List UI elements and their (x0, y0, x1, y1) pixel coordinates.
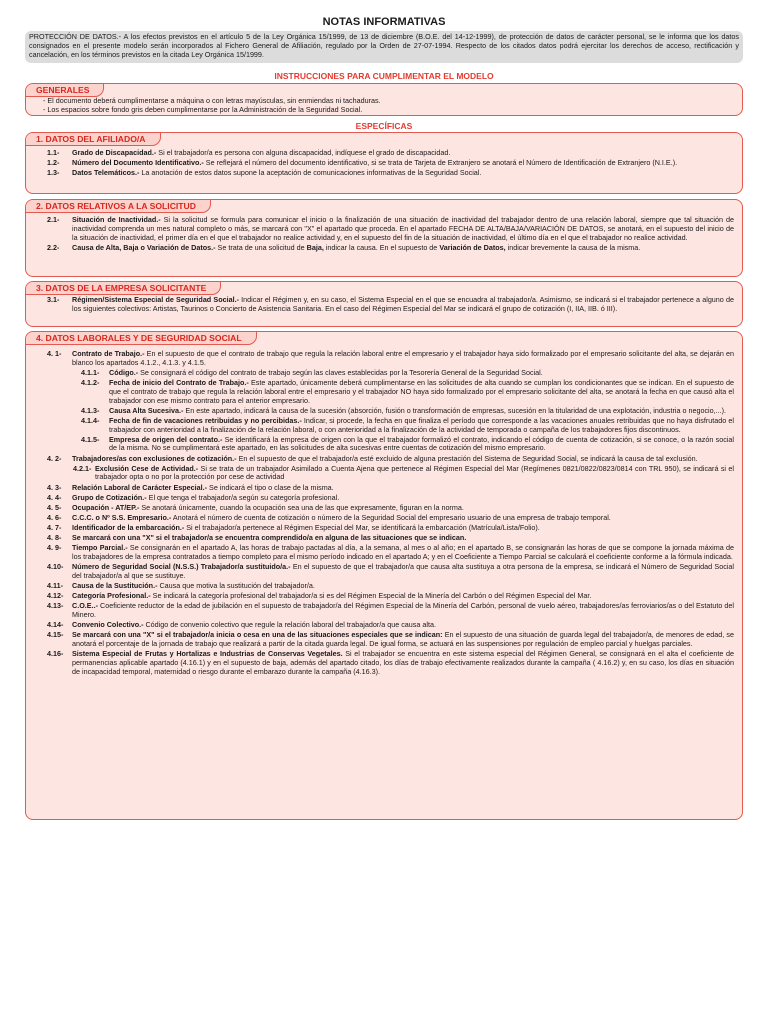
item-number: 4. 6- (47, 512, 62, 522)
item-text: Si el trabajador/a es persona con alguna discapacidad, indíquese el grado de discapacidad. (156, 148, 451, 157)
item-label: Número de Seguridad Social (N.S.S.) Trabajador/a sustituido/a.- (72, 561, 291, 571)
item-label: Empresa de origen del contrato.- (109, 434, 223, 444)
item-number: 4.13- (47, 601, 64, 611)
item-label: Categoría Profesional.- (72, 590, 151, 600)
item-text: indicar la causa. En el supuesto de (323, 242, 440, 252)
item-label: Número del Documento Identificativo.- (72, 158, 204, 168)
instructions-heading: INSTRUCCIONES PARA CUMPLIMENTAR EL MODELO (274, 71, 494, 81)
item-label: Convenio Colectivo.- (72, 619, 144, 629)
sub-item (47, 407, 734, 416)
item-number: 4. 2- (47, 453, 62, 463)
list-item (47, 534, 734, 543)
item-number: 4.2.1- (73, 463, 92, 473)
sub-item (47, 379, 734, 405)
item-text: indicar brevemente la causa de la misma. (505, 242, 641, 252)
item-number: 1.2- (47, 158, 60, 168)
item-number: 4.10- (47, 561, 64, 571)
item-text: Si la solicitud se formula para comunicar el inicio o la finalización de una situación de inactividad del trabajador dentro de una relación laboral, siempre que tal situación de inactividad comprenda un mes natural completo o más, se marcará con "X" el apartado que proceda. En el apartado FECHA DE ALTA/BAJA/VARIACIÓN DE DATOS, se anotará, en el supuesto del inicio de la situación de inactividad, el primer día en el que el trabajador no realice actividad y, en el supuesto del fin de la situación de inactividad, el último día en el que el trabajador no realice actividad. (72, 215, 734, 242)
section-tab-3: 3. DATOS DE LA EMPRESA SOLICITANTE (25, 281, 221, 295)
sub-item (47, 369, 734, 378)
item-label: Contrato de Trabajo.- (72, 349, 145, 358)
item-text: El que tenga el trabajador/a según su categoría profesional. (146, 492, 340, 502)
item-text: Anotará el número de cuenta de cotización o número de la Seguridad Social del empresario usuario de una empresa de trabajo temporal. (171, 512, 611, 522)
item-number: 4.15- (47, 630, 64, 640)
item-label: Sistema Especial de Frutas y Hortalizas e Industrias de Conservas Vegetales. (72, 648, 343, 658)
list-item (47, 494, 734, 503)
item-number: 2.2- (47, 242, 60, 252)
page-title: NOTAS INFORMATIVAS (322, 16, 446, 28)
generales-section (25, 83, 743, 116)
item-label: Exclusión Cese de Actividad.- (95, 463, 199, 473)
list-item (47, 149, 734, 158)
item-label: Datos Telemáticos.- (72, 168, 140, 178)
list-item (47, 296, 734, 314)
list-item (47, 484, 734, 493)
item-text: Se consignarán en el apartado A, las horas de trabajo pactadas al día, a la semana, al mes o al año; en el apartado B, se consignarán las horas de que se compone la jornada máxima de los trabajadores de la empresa contratados a tiempo completo para el mismo período indicado en el apartado A; y en el Coeficiente a Tiempo Parcial se calculará el coeficiente conforme a la fórmula indicada. (72, 543, 734, 561)
item-label: Causa Alta Sucesiva.- (109, 405, 184, 415)
item-number: 4. 7- (47, 522, 62, 532)
item-number: 4. 3- (47, 482, 62, 492)
item-text: En este apartado, indicará la causa de la sucesión (absorción, fusión o transformación de empresas, sucesión en la titularidad de una explotación, industria o negocio,...). (183, 405, 727, 415)
item-number: 2.1- (47, 215, 60, 224)
item-text: En el supuesto de que el trabajador/a que causa alta sustituya a otra persona de la empresa, se indicará el Número de Seguridad Social del trabajador/a al que se sustituye. (72, 561, 734, 580)
item-text: Código de convenio colectivo que regule la relación laboral del trabajador/a que causa alta. (143, 619, 436, 629)
section-tab-1: 1. DATOS DEL AFILIADO/A (25, 132, 161, 146)
list-item (47, 514, 734, 523)
item-text: Indicar, si procede, la fecha en que finaliza el período que corresponde a las vacaciones anuales retribuidas que no haya disfrutado el trabajador con anterioridad a la finalización de la relación laboral, o con anterioridad a la finalización de la actividad de temporada o campaña de los trabajadores fijos discontinuos. (109, 415, 734, 434)
item-number: 4.11- (47, 580, 63, 590)
item-label: Relación Laboral de Carácter Especial.- (72, 482, 208, 492)
section-tab-generales: GENERALES (25, 83, 104, 97)
item-text: Causa que motiva la sustitución del trabajador/a. (157, 580, 315, 590)
item-number: 3.1- (47, 295, 60, 304)
list-item (47, 455, 734, 464)
item-text: Este apartado, únicamente deberá cumplimentarse en las solicitudes de alta cuando se cumplan los condicionantes que se indican. En el supuesto de que el contrato de trabajo que regula la relación laboral entre el empresario y el trabajador NO haya sido formalizado por el empresario solicitante del alta, se anotará la fecha en que causó alta el trabajador con ese mismo contrato para el anterior empresario. (109, 377, 734, 405)
section-2-solicitud (25, 199, 743, 277)
item-label: Situación de Inactividad.- (72, 215, 161, 224)
list-item (47, 159, 734, 168)
item-label: Fecha de inicio del Contrato de Trabajo.- (109, 377, 249, 387)
generales-line: - El documento deberá cumplimentarse a máquina o con letras mayúsculas, sin enmiendas ni tachaduras. (43, 96, 381, 105)
item-text: Se consignará el código del contrato de trabajo según las claves establecidas por la Tesorería General de la Seguridad Social. (138, 367, 543, 377)
item-number: 4.1.4- (81, 415, 100, 425)
list-item (47, 582, 734, 591)
section-1-afiliado (25, 132, 743, 194)
item-text: La anotación de estos datos supone la aceptación de comunicaciones informativas de la Seguridad Social. (139, 168, 482, 178)
item-text: Se anotará únicamente, cuando la ocupación sea una de las que expresamente, figuran en la norma. (139, 502, 464, 512)
item-label: Causa de la Sustitución.- (72, 580, 158, 590)
list-item (47, 592, 734, 601)
item-number: 4.12- (47, 590, 64, 600)
item-text: Se indicará la categoría profesional del trabajador/a si es del Régimen Especial de la Minería del Carbón o del Régimen Especial del Mar. (150, 590, 592, 600)
item-label: C.C.C. o Nº S.S. Empresario.- (72, 512, 172, 522)
item-text: En el supuesto de que el contrato de trabajo que regula la relación laboral entre el empresario y el trabajador haya sido formalizado por el empresario solicitante del alta, se dejarán en blanco los apartados 4.1.2., 4.1.3. y 4.1.5. (72, 349, 734, 367)
item-label: Causa de Alta, Baja o Variación de Datos.- (72, 242, 216, 252)
list-item (47, 504, 734, 513)
item-text: Si el trabajador/a pertenece al Régimen Especial del Mar, se identificará la embarcación (Matrícula/Lista/Folio). (184, 522, 540, 532)
item-number: 1.3- (47, 168, 60, 178)
item-label: Se marcará con una "X" si el trabajador/a inicia o cesa en una de las situaciones especiales que se indican: (72, 630, 443, 640)
item-label: Variación de Datos, (439, 242, 506, 252)
list-item (47, 602, 734, 620)
item-text: Se trata de una solicitud de (215, 242, 307, 252)
item-number: 4. 1- (47, 349, 62, 358)
item-text: En el supuesto de una situación de guarda legal del trabajador/a, de menores de edad, se anotará el porcentaje de la jornada de trabajo que realizará a partir de la citada guarda legal. De igual forma, se actuará en las suspensiones por regulación de empleo parcial y huelgas parciales. (72, 630, 734, 648)
list-item (47, 650, 734, 676)
item-text: Si el trabajador se encuentra en este sistema especial del Régimen General, se consignará en el alta el coeficiente de permanencias aplicable apartado (4.16.1) y en el supuesto de baja, además del apartado citado, los días de trabajo efectivamente realizados durante la campaña ( 4.16.2) y, en su caso, los días en situación de incapacidad temporal, maternidad o riesgo durante el embarazo durante la campaña (4.16.3). (72, 648, 734, 676)
item-number: 1.1- (47, 148, 60, 157)
item-label: Baja, (306, 242, 324, 252)
item-label: Se marcará con una "X" si el trabajador/a se encuentra comprendido/a en alguna de las situaciones que se indican. (72, 533, 467, 542)
item-text: Si se trata de un trabajador Asimilado a Cuenta Ajena que pertenece al Régimen Especial del Mar (Regímenes 0821/0822/0823/0814 con TRL 950), se indicará si el trabajador opta o no por la protección por cese de actividad (95, 463, 734, 482)
item-label: Fecha de fin de vacaciones retribuidas y no percibidas.- (109, 415, 302, 425)
item-text: Se identificará la empresa de origen con la que el trabajador formalizó el contrato, indicando el código de cuenta de cotización, si se conoce, o la razón social de la misma. No se cumplimentará este apartado, en las solicitudes de alta sucesivas entre cuentas de cotización del mismo empresario. (109, 434, 735, 453)
sub-item (47, 465, 734, 483)
item-number: 4. 8- (47, 533, 62, 542)
list-item (47, 169, 734, 178)
item-number: 4.1.1- (81, 367, 100, 377)
list-item (47, 244, 734, 253)
list-item (47, 621, 734, 630)
item-number: 4.14- (47, 619, 64, 629)
generales-line: - Los espacios sobre fondo gris deben cumplimentarse por la Administración de la Seguridad Social. (43, 104, 363, 114)
list-item (47, 544, 734, 562)
list-item (47, 350, 734, 368)
item-text: Se indicará el tipo o clase de la misma. (207, 482, 334, 492)
item-label: Código.- (109, 367, 139, 377)
item-label: Ocupación - AT/EP.- (72, 502, 140, 512)
sub-item (47, 417, 734, 435)
item-text: Coeficiente reductor de la edad de jubilación en el supuesto de trabajador/a del Régimen Especial de la Minería del Carbón, personal de vuelo aéreo, trabajadores/as ferroviarios/as o del Estatuto del Minero. (72, 601, 734, 619)
item-label: Trabajadores/as con exclusiones de cotización.- (72, 453, 237, 463)
especificas-heading: ESPECÍFICAS (355, 121, 413, 131)
item-number: 4.16- (47, 648, 64, 658)
section-tab-2: 2. DATOS RELATIVOS A LA SOLICITUD (25, 199, 211, 213)
item-number: 4.1.3- (81, 405, 100, 415)
item-label: Grado de Discapacidad.- (72, 148, 157, 157)
item-label: Régimen/Sistema Especial de Seguridad Social.- (72, 295, 239, 304)
item-number: 4. 4- (47, 492, 62, 502)
item-number: 4.1.2- (81, 377, 100, 387)
item-label: Grupo de Cotización.- (72, 492, 147, 502)
item-number: 4. 9- (47, 543, 62, 553)
item-label: Tiempo Parcial.- (72, 543, 128, 553)
item-label: C.O.E..- (72, 601, 98, 611)
item-number: 4. 5- (47, 502, 62, 512)
section-3-empresa (25, 281, 743, 327)
sub-item (47, 436, 734, 454)
section-4-laborales (25, 331, 743, 820)
list-item (47, 631, 734, 649)
item-text: Se reflejará el número del documento identificativo, si se trata de Tarjeta de Extranjero se anotará el Número de Identificación de Extranjero (N.I.E.). (203, 158, 678, 168)
item-label: Identificador de la embarcación.- (72, 522, 185, 532)
item-text: En el supuesto de que el trabajador/a esté excluido de alguna prestación del Sistema de Seguridad Social, se indicará la causa de tal exclusión. (236, 453, 698, 463)
item-number: 4.1.5- (81, 434, 100, 444)
list-item (47, 563, 734, 581)
section-tab-4: 4. DATOS LABORALES Y DE SEGURIDAD SOCIAL (25, 331, 257, 345)
list-item (47, 216, 734, 242)
list-item (47, 524, 734, 533)
data-protection-notice: PROTECCIÓN DE DATOS.- A los efectos previstos en el artículo 5 de la Ley Orgánica 15/1999, de 13 de diciembre (B.O.E. del 14-12-1999), de protección de datos de carácter personal, se le informa que los datos consignados en el presente modelo serán incorporados al Fichero General de Afiliación, regulado por la Orden de 27-07-1994. Respecto de los citados datos podrá ejercitar los derechos de acceso, rectificación y cancelación, en los términos previstos en la citada Ley Orgánica 15/1999. (25, 31, 743, 63)
item-text: Indicar el Régimen y, en su caso, el Sistema Especial en el que se encuadra al trabajador/a. Asimismo, se indicará si el trabajador pertenece a alguno de los siguientes colectivos: Artistas, Taurinos o Concierto de Asistencia Sanitaria. En el caso del Régimen Especial del Mar se indicará el grupo de cotización (I, IIA, IIB. ó III). (72, 295, 734, 313)
